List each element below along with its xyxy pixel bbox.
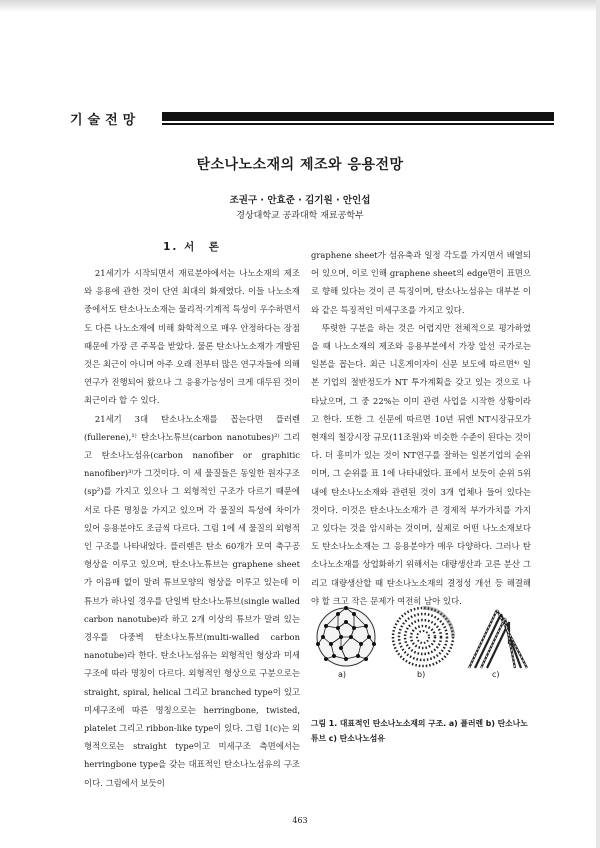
nanotube-illustration bbox=[387, 604, 459, 670]
nanofiber-illustration bbox=[463, 604, 533, 670]
scan-edge-right bbox=[596, 0, 600, 848]
figure-1 bbox=[311, 604, 533, 714]
section-label: 기술전망 bbox=[70, 113, 141, 128]
page-number: 463 bbox=[292, 816, 308, 825]
author-list: 조권구 · 안효준 · 김기원 · 안인섭 bbox=[229, 195, 371, 206]
section-heading: 1. 서 론 bbox=[163, 241, 221, 253]
scan-edge-top bbox=[0, 0, 600, 12]
panel-label-c: c) bbox=[492, 670, 500, 679]
affiliation: 경상대학교 공과대학 재료공학부 bbox=[236, 211, 364, 221]
panel-label-a: a) bbox=[338, 670, 347, 679]
paragraph: graphene sheet가 섬유축과 일정 각도를 가지면서 배열되어 있으며, 이로 인해 graphene sheet의 edge면이 표면으로 향해 있다는 것이 큰 특징이며, 탄소나노섬유는 대부분 이와 같은 특징적인 미세구조를 가지고 있다. bbox=[311, 250, 531, 315]
paragraph: 21세기 3대 탄소나노소재를 꼽는다면 플러렌(fullerene),¹⁾ 탄소나노튜브(carbon nanotubes)²⁾ 그리고 탄소나노섬유(carbon nanofiber or graphitic nanofiber)³⁾가 그것이다. 이 세 물질들은 동일한 원자구조(sp²)를 가지고 있으나 그 외형적인 구조가 다르기 때문에 서로 다른 명칭을 가지고 있으며 각 물질의 특성에 차이가 있어 응용분야도 조금씩 다르다. 그림 1에 세 물질의 외형적인 구조를 나타내었다. 플러렌은 탄소 60개가 모여 축구공 형상을 이루고 있으며, 탄소나노튜브는 graphene sheet가 이음매 없이 말려 튜브모양의 형상을 이루고 있는데 이 튜브가 하나일 경우를 단일벽 탄소나노튜브(single walled carbon nanotube)라 하고 2개 이상의 튜브가 말려 있는 경우를 다중벽 탄소나노튜브(multi-walled carbon nanotube)라 한다. 탄소나노섬유는 외형적인 형상과 미세구조에 따라 명칭이 다르다. 외형적인 형상으로 구분으로는 straight, spiral, helical 그리고 branched type이 있고 미세구조에 따른 명칭으로는 herringbone, twisted, platelet 그리고 ribbon-like type이 있다. 그림 1(c)는 외형적으로는 straight type이고 미세구조 측면에서는 herringbone type을 갖는 대표적인 탄소나노섬유의 구조이다. 그림에서 보듯이 bbox=[84, 413, 300, 788]
right-column bbox=[311, 246, 531, 610]
article-title: 탄소나노소재의 제조와 응용전망 bbox=[196, 157, 404, 173]
paragraph: 뚜렷한 구분을 하는 것은 어렵지만 전체적으로 평가하였을 때 나노소재의 제조와 응용부분에서 가장 앞선 국가로는 일본을 꼽는다. 최근 니혼게이자이 신문 보도에 따르면⁴⁾ 일본 기업의 절반정도가 NT 투가계획을 갖고 있는 것으로 나타났으며, 그 중 22%는 이미 관련 사업을 시작한 상황이라고 한다. 또한 그 신문에 따르면 10년 뒤엔 NT시장규모가 현재의 철강시장 규모(11조원)와 비슷한 수준이 된다는 것이다. 더 흥미가 있는 것이 NT연구를 잘하는 일본기업의 순위이며, 그 순위를 표 1에 나타내었다. 표에서 보듯이 순위 5위내에 탄소나노소재와 관련된 것이 3개 업체나 들어 있다는 것이다. 이것은 탄소나노소재가 큰 경제적 부가가치를 가지고 있다는 것을 암시하는 것이며, 실제로 어떤 나노소재보다도 탄소나노소재는 그 응용분야가 매우 다양하다. 그러나 탄소나노소재를 상업화하기 위해서는 대량생산과 고른 분산 그리고 대량생산할 때 탄소나노소재의 결정성 개선 등 해결해야 할 크고 작은 문제가 여전히 남아 있다. bbox=[311, 322, 531, 606]
paragraph: 21세기가 시작되면서 재료분야에서는 나노소재의 제조와 응용에 관한 것이 단연 최대의 화제였다. 이들 나노소재중에서도 탄소나노소재는 물리적·기계적 특성이 우수하면서도 다른 나노소재에 비해 화학적으로 매우 안정하다는 장점 때문에 가장 큰 주목을 받았다. 물론 탄소나노소재가 개발된 것은 최근이 아니며 아주 오래 전부터 많은 연구자들에 의해 연구가 진행되어 왔으나 그 응용가능성이 크게 대두된 것이 최근이라 할 수 있다. bbox=[84, 268, 300, 406]
header-rule bbox=[162, 112, 554, 121]
section-header bbox=[70, 110, 554, 128]
panel-label-b: b) bbox=[417, 670, 426, 679]
left-column bbox=[84, 238, 300, 792]
figure-caption: 그림 1. 대표적인 탄소나노소재의 구조. a) 플러렌 b) 탄소나노튜브 c) 탄소나노섬유 bbox=[311, 719, 528, 743]
fullerene-illustration bbox=[311, 604, 381, 670]
